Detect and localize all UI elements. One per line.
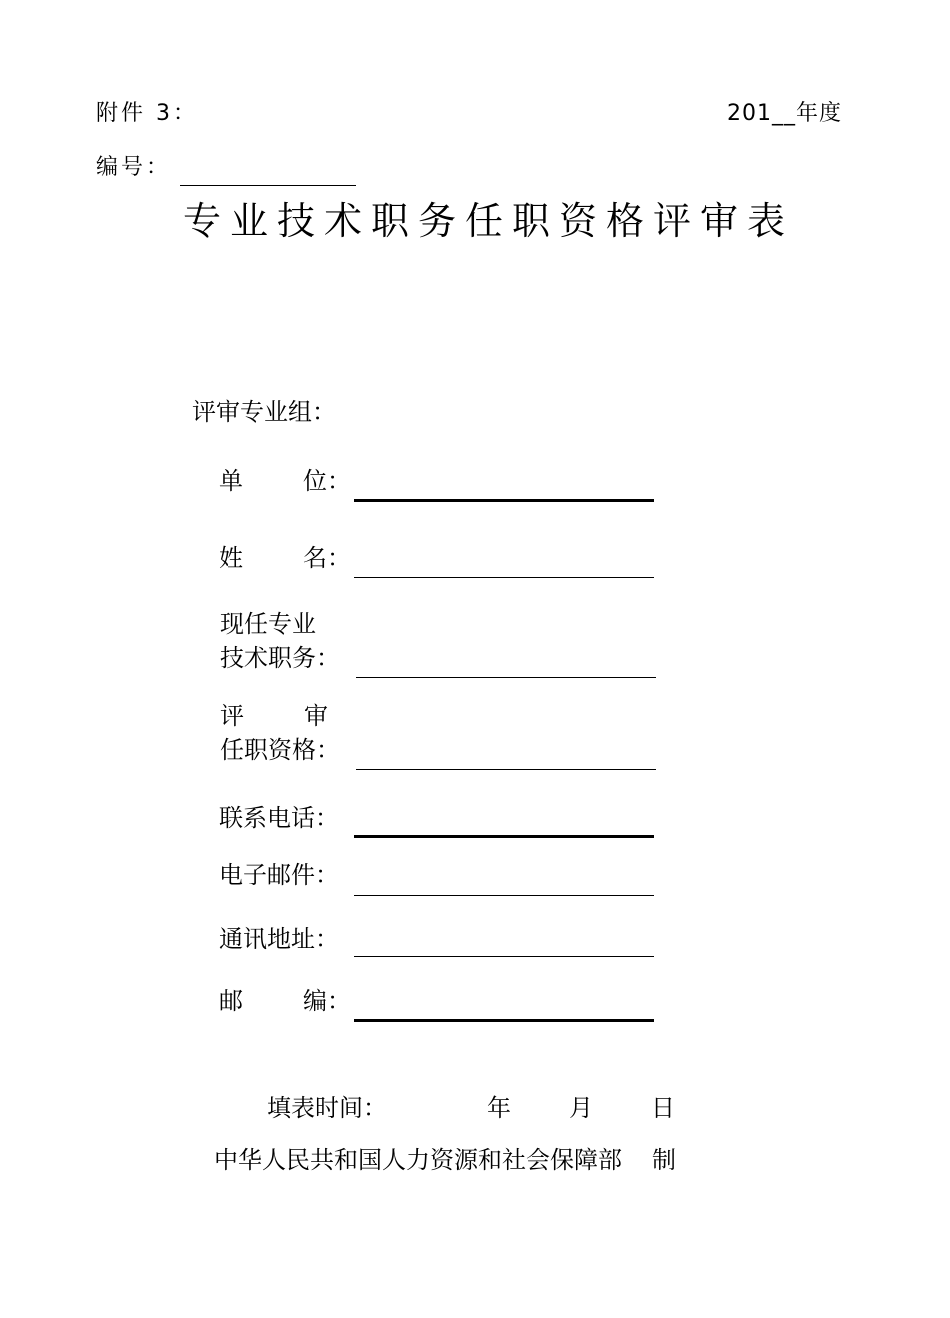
issuer-suffix: 制 (652, 1146, 676, 1174)
current-title-field[interactable] (356, 677, 656, 678)
fill-date-month: 月 (569, 1094, 593, 1122)
email-label: 电子邮件： (219, 861, 339, 889)
review-panel-label: 评审专业组： (192, 398, 336, 426)
fill-date-year: 年 (487, 1094, 511, 1122)
attachment-label: 附件 3： (96, 101, 198, 126)
postcode-label-text: 邮 编 (219, 987, 327, 1015)
fill-date-line (267, 1088, 675, 1123)
unit-label: 单 位： (219, 464, 351, 498)
document-title: 专业技术职务任职资格评审表 (183, 199, 795, 243)
name-field[interactable] (354, 577, 654, 578)
name-label: 姓 名： (219, 541, 351, 575)
year-label: 201__年度 (727, 101, 842, 126)
postcode-label: 邮 编： (219, 984, 351, 1018)
serial-number-label: 编号： (96, 155, 172, 180)
fill-date-day: 日 (651, 1094, 675, 1122)
fill-date-label: 填表时间： (267, 1094, 387, 1122)
postcode-field[interactable] (354, 1019, 654, 1022)
reviewed-qualification-field[interactable] (356, 769, 656, 770)
address-label: 通讯地址： (219, 925, 339, 953)
email-field[interactable] (354, 895, 654, 896)
current-title-label-line2: 技术职务： (220, 644, 340, 672)
current-title-label-line1: 现任专业 (220, 610, 316, 638)
reviewed-qualification-label-line2: 任职资格： (220, 736, 340, 764)
phone-field[interactable] (354, 835, 654, 838)
unit-field[interactable] (354, 499, 654, 502)
phone-label: 联系电话： (219, 804, 339, 832)
serial-number-field[interactable] (180, 185, 356, 186)
address-field[interactable] (354, 956, 654, 957)
name-label-text: 姓 名 (219, 544, 327, 572)
unit-label-text: 单 位 (219, 467, 327, 495)
issuer-name: 中华人民共和国人力资源和社会保障部 (214, 1146, 622, 1174)
issuer-line (214, 1140, 676, 1175)
reviewed-qualification-label-line1: 评 审 (220, 702, 328, 730)
